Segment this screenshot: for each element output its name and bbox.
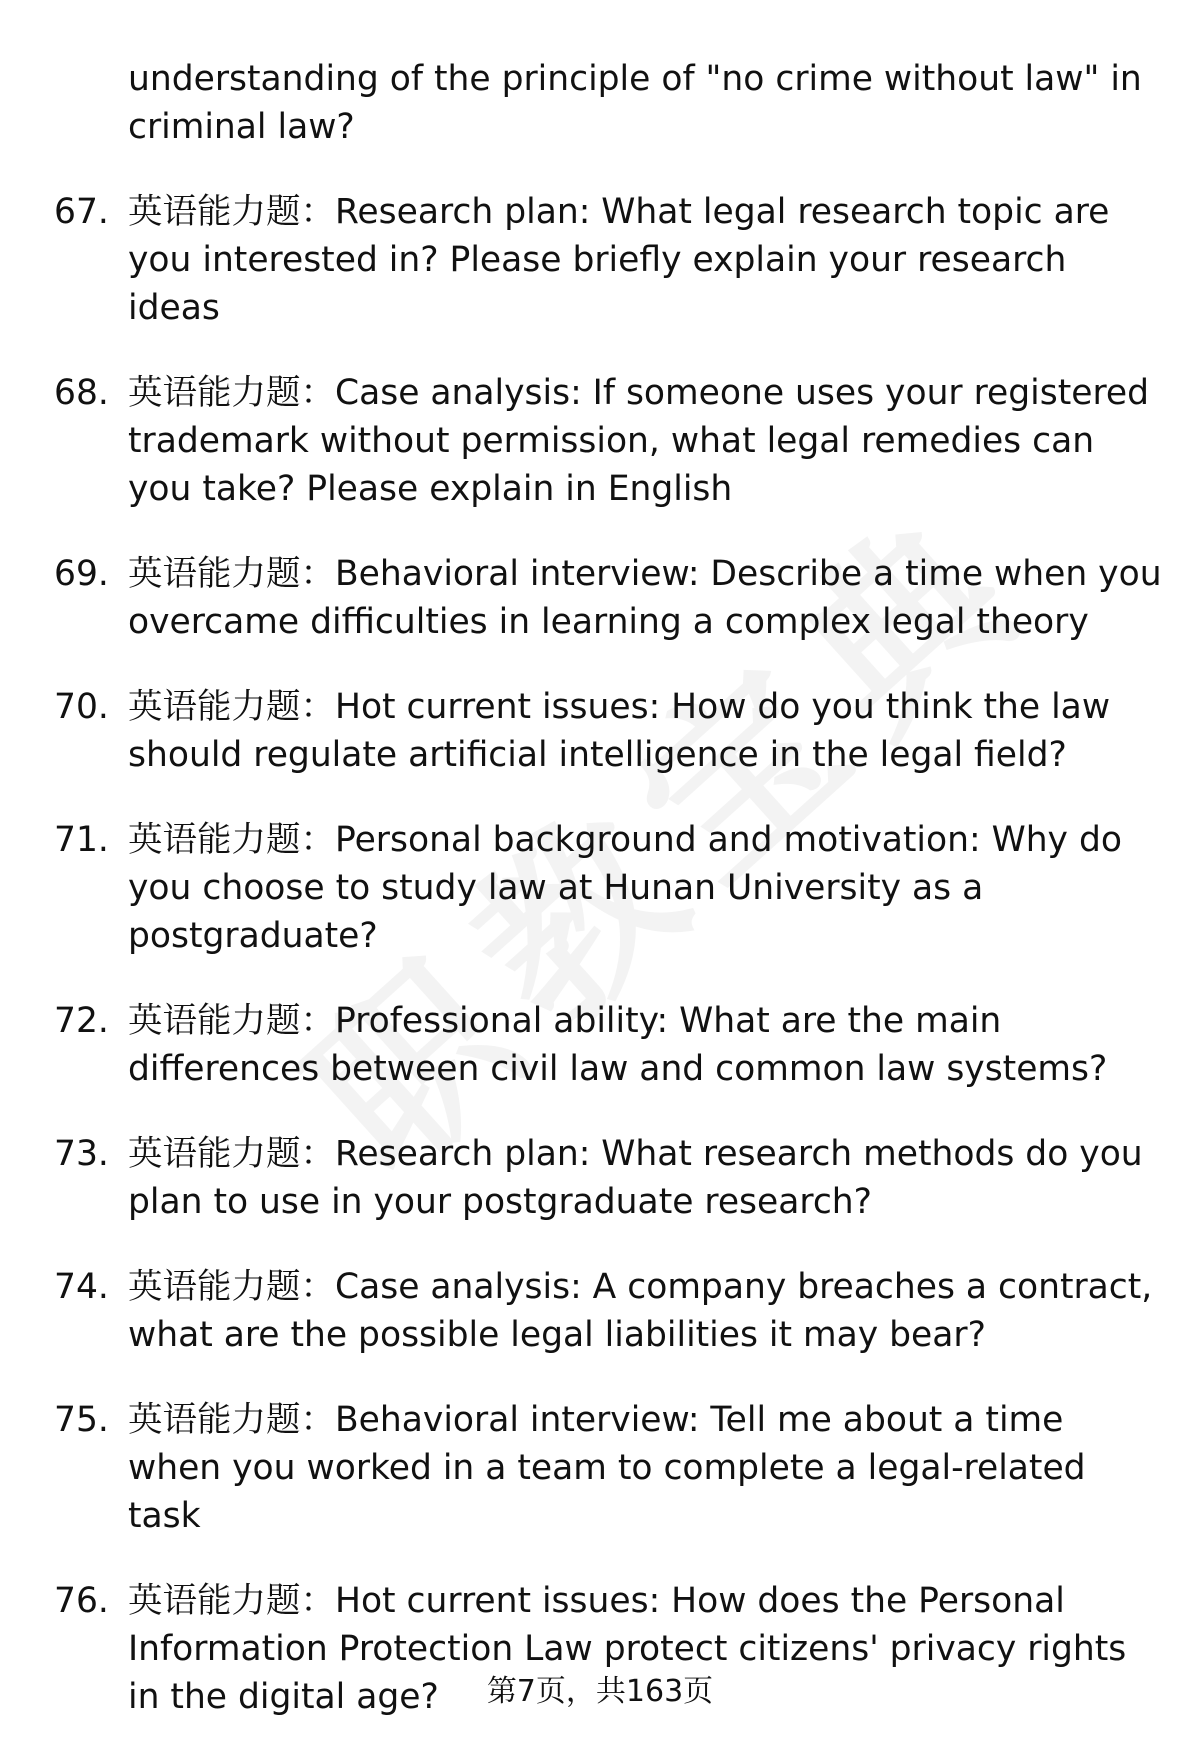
question-category-label: 英语能力题： <box>128 687 335 727</box>
question-body: Personal background and motivation: Why do you choose to study law at Hunan University as a postgraduate? <box>128 820 1122 956</box>
question-continuation-text: understanding of the principle of "no crime without law" in criminal law? <box>128 59 1142 147</box>
question-number: 72. <box>54 1001 109 1041</box>
question-item-70 <box>0 683 1200 779</box>
question-number: 75. <box>54 1400 109 1440</box>
question-list <box>0 55 1200 1755</box>
question-category-label: 英语能力题： <box>128 1581 335 1621</box>
question-body: Case analysis: A company breaches a contract, what are the possible legal liabilities it may bear? <box>128 1267 1153 1355</box>
question-item-73 <box>0 1130 1200 1226</box>
question-body: Research plan: What legal research topic are you interested in? Please briefly explain your research ideas <box>128 192 1110 328</box>
question-category-label: 英语能力题： <box>128 820 335 860</box>
question-category-label: 英语能力题： <box>128 554 335 594</box>
question-item-71 <box>0 816 1200 960</box>
question-text <box>128 1263 1163 1359</box>
question-body: Case analysis: If someone uses your registered trademark without permission, what legal remedies can you take? Please explain in English <box>128 373 1150 509</box>
question-text <box>128 816 1163 960</box>
question-category-label: 英语能力题： <box>128 1267 335 1307</box>
question-text <box>128 1130 1163 1226</box>
question-text <box>128 369 1163 513</box>
question-body: Hot current issues: How does the Personal Information Protection Law protect citizens' privacy rights in the digital age? <box>128 1581 1127 1717</box>
question-number: 71. <box>54 820 109 860</box>
question-category-label: 英语能力题： <box>128 1134 335 1174</box>
question-number: 67. <box>54 192 109 232</box>
question-continuation <box>0 55 1200 151</box>
question-text <box>128 997 1163 1093</box>
question-number: 70. <box>54 687 109 727</box>
question-number: 74. <box>54 1267 109 1307</box>
question-item-69 <box>0 550 1200 646</box>
question-category-label: 英语能力题： <box>128 1001 335 1041</box>
question-body: Professional ability: What are the main differences between civil law and common law systems? <box>128 1001 1108 1089</box>
question-text <box>128 188 1163 332</box>
question-item-68 <box>0 369 1200 513</box>
question-number: 73. <box>54 1134 109 1174</box>
question-number: 69. <box>54 554 109 594</box>
question-item-75 <box>0 1396 1200 1540</box>
question-body: Behavioral interview: Describe a time when you overcame difficulties in learning a complex legal theory <box>128 554 1162 642</box>
question-body: Hot current issues: How do you think the law should regulate artificial intelligence in the legal field? <box>128 687 1111 775</box>
question-body: Research plan: What research methods do you plan to use in your postgraduate research? <box>128 1134 1143 1222</box>
question-item-67 <box>0 188 1200 332</box>
page-number-footer: 第7页，共163页 <box>486 1674 714 1709</box>
question-category-label: 英语能力题： <box>128 1400 335 1440</box>
question-item-74 <box>0 1263 1200 1359</box>
question-body: Behavioral interview: Tell me about a time when you worked in a team to complete a legal-related task <box>128 1400 1086 1536</box>
question-category-label: 英语能力题： <box>128 373 335 413</box>
question-text <box>128 683 1163 779</box>
question-item-72 <box>0 997 1200 1093</box>
question-text <box>128 550 1163 646</box>
question-category-label: 英语能力题： <box>128 192 335 232</box>
question-number: 76. <box>54 1581 109 1621</box>
question-number: 68. <box>54 373 109 413</box>
question-text <box>128 1396 1163 1540</box>
